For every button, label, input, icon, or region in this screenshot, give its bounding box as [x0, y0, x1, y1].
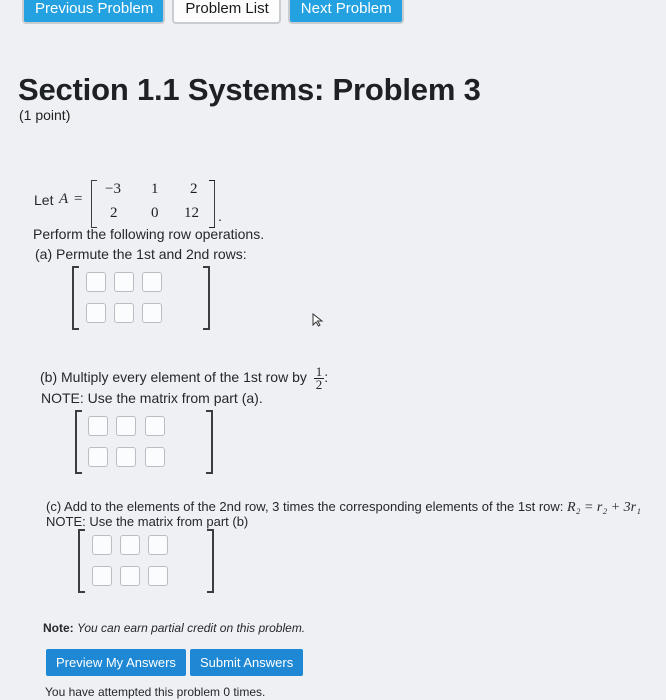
fraction-numerator: 1 [315, 364, 323, 379]
note-label: Note: [43, 621, 74, 635]
preview-answers-button[interactable]: Preview My Answers [46, 649, 186, 676]
answer-input[interactable] [148, 535, 168, 555]
note-text: You can earn partial credit on this problem. [77, 621, 306, 635]
matrix-a [91, 180, 215, 228]
previous-problem-button[interactable]: Previous Problem [22, 0, 165, 24]
answer-input[interactable] [120, 535, 140, 555]
answer-input[interactable] [145, 447, 165, 467]
matrix-a-cell: 12 [184, 205, 199, 221]
fraction-denominator: 2 [315, 377, 323, 392]
answer-input[interactable] [88, 447, 108, 467]
let-label: Let [34, 192, 54, 208]
part-b-text: (b) Multiply every element of the 1st row by [40, 369, 307, 386]
answer-input[interactable] [148, 566, 168, 586]
problem-navigation [22, 0, 404, 24]
answer-input[interactable] [114, 303, 134, 323]
answer-input[interactable] [120, 566, 140, 586]
matrix-a-cell: −3 [105, 181, 121, 197]
answer-input[interactable] [86, 272, 106, 292]
matrix-period: . [218, 208, 222, 224]
part-a-label: (a) Permute the 1st and 2nd rows: [35, 246, 247, 262]
answer-input[interactable] [116, 416, 136, 436]
part-b-colon: : [324, 369, 329, 386]
answer-input[interactable] [142, 272, 162, 292]
answer-input[interactable] [142, 303, 162, 323]
matrix-a-cell: 0 [151, 205, 159, 221]
part-c-answer-matrix [78, 529, 214, 593]
answer-input[interactable] [145, 416, 165, 436]
answer-input[interactable] [88, 416, 108, 436]
part-c-note: NOTE: Use the matrix from part (b) [46, 514, 249, 529]
answer-input[interactable] [92, 566, 112, 586]
row-operation-formula: R₂ = r₂ + 3r₁ [567, 500, 641, 515]
part-c-text: (c) Add to the elements of the 2nd row, 3 times the corresponding elements of the 1st row: [46, 499, 564, 514]
matrix-a-cell: 2 [110, 205, 118, 221]
answer-input[interactable] [116, 447, 136, 467]
page-title: Section 1.1 Systems: Problem 3 [18, 72, 481, 107]
mouse-pointer-icon [312, 313, 324, 330]
attempts-text: You have attempted this problem 0 times. [45, 685, 266, 699]
instructions: Perform the following row operations. [33, 226, 265, 242]
next-problem-button[interactable]: Next Problem [288, 0, 404, 24]
partial-credit-note [43, 621, 305, 635]
matrix-a-cell: 2 [190, 181, 198, 197]
part-b-label [40, 366, 328, 391]
answer-input[interactable] [86, 303, 106, 323]
part-a-answer-matrix [72, 266, 210, 330]
matrix-name: A [59, 191, 69, 207]
problem-list-button[interactable]: Problem List [172, 0, 280, 24]
matrix-a-cell: 1 [151, 181, 159, 197]
part-b-note: NOTE: Use the matrix from part (a). [41, 390, 263, 406]
part-b-answer-matrix [75, 410, 213, 474]
answer-input[interactable] [114, 272, 134, 292]
equals-sign: = [74, 191, 83, 207]
points-label: (1 point) [19, 107, 71, 123]
fraction [314, 366, 325, 391]
submit-answers-button[interactable]: Submit Answers [190, 649, 303, 676]
answer-input[interactable] [92, 535, 112, 555]
